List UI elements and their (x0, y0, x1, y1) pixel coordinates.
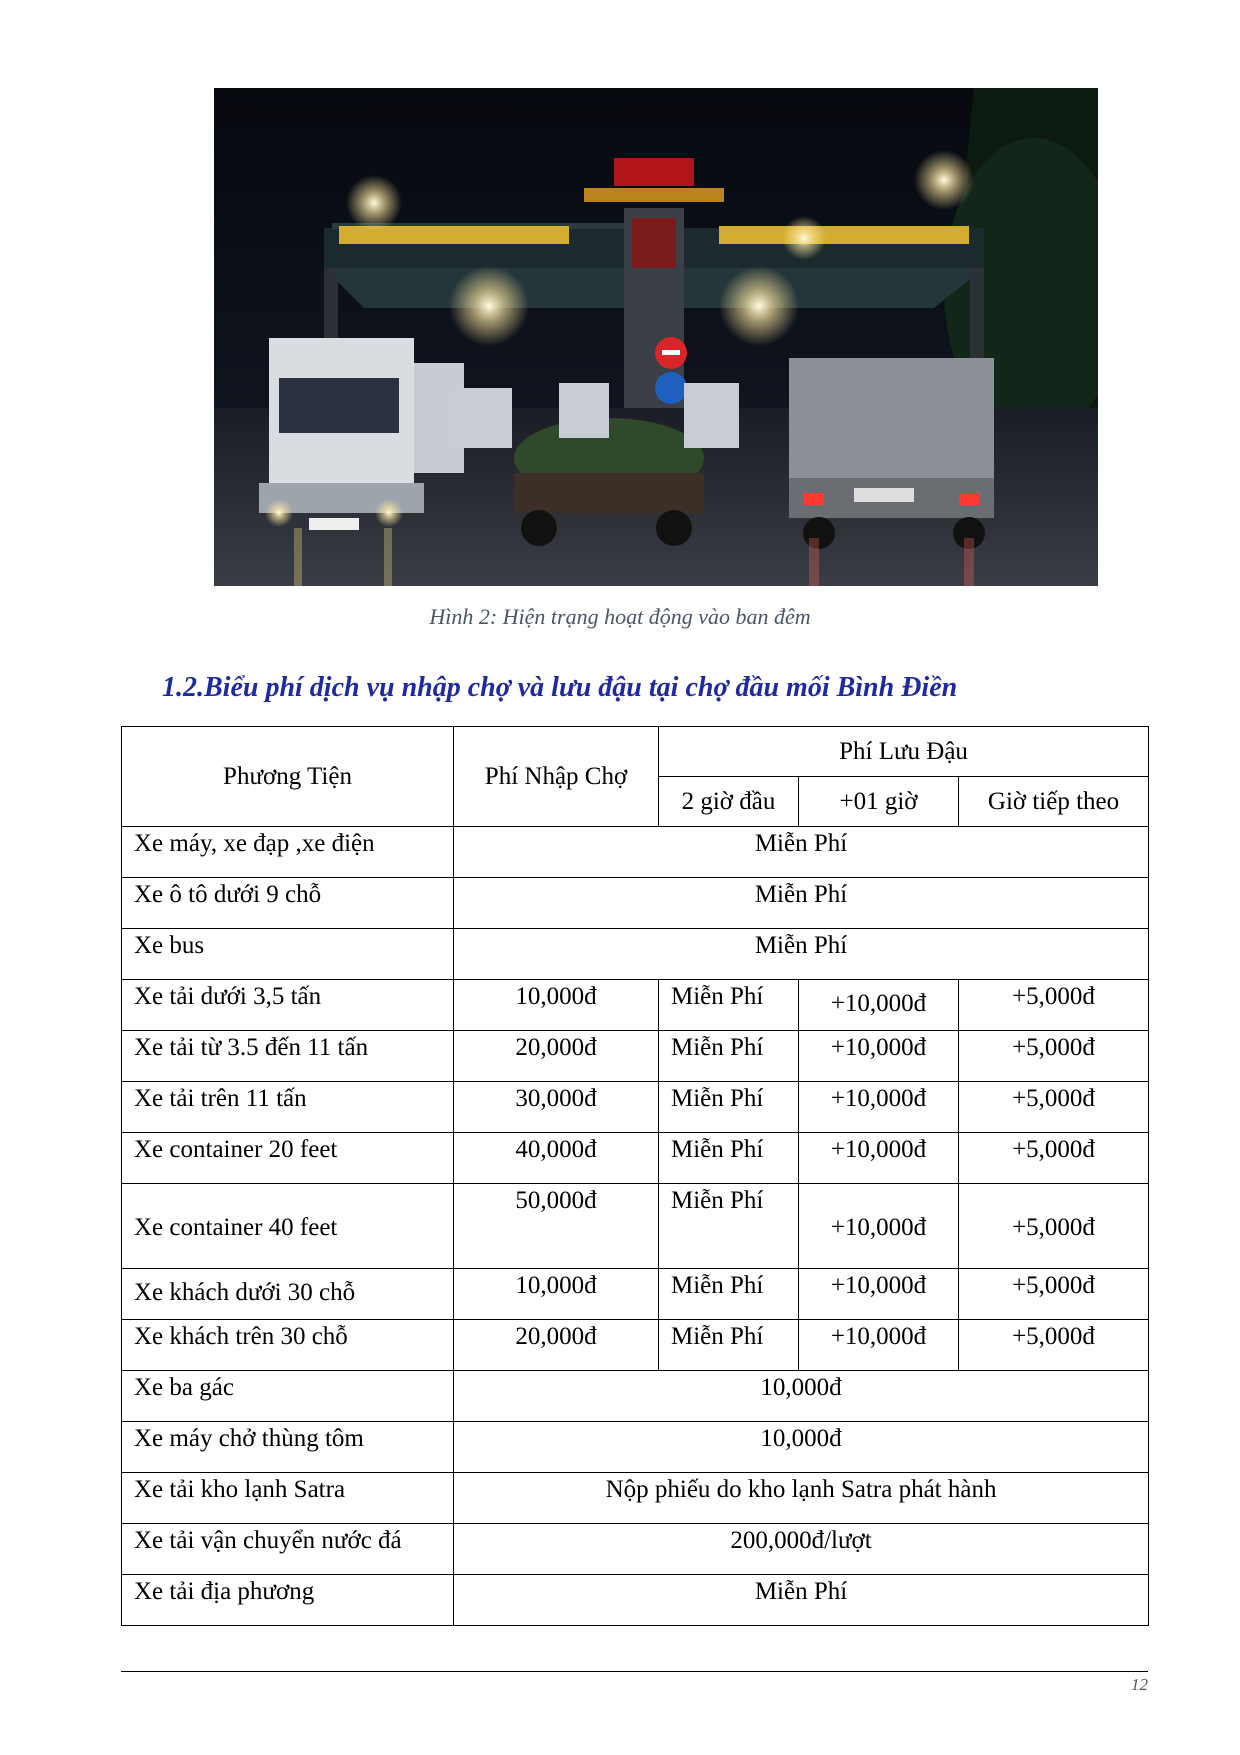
figure-caption: Hình 2: Hiện trạng hoạt động vào ban đêm (429, 604, 811, 629)
header-vehicle: Phương Tiện (122, 727, 454, 827)
next-hours-cell: +5,000đ (959, 1133, 1149, 1184)
merged-fee-cell: 10,000đ (454, 1371, 1149, 1422)
night-gate-photo (214, 88, 1098, 586)
plus-1h-cell: +10,000đ (799, 1320, 959, 1371)
table-row (122, 929, 1149, 980)
photo-illustration (214, 88, 1098, 586)
footer-divider (121, 1671, 1148, 1672)
header-plus-1h: +01 giờ (799, 777, 959, 827)
entry-fee-cell: 20,000đ (454, 1031, 659, 1082)
first-2h-cell: Miễn Phí (659, 1184, 799, 1269)
section-heading: 1.2.Biểu phí dịch vụ nhập chợ và lưu đậu tại chợ đầu mối Bình Điền (162, 672, 958, 703)
header-first-2h: 2 giờ đầu (659, 777, 799, 827)
table-row (122, 980, 1149, 1031)
entry-fee-cell: 50,000đ (454, 1184, 659, 1269)
entry-fee-cell: 10,000đ (454, 980, 659, 1031)
entry-fee-cell: 20,000đ (454, 1320, 659, 1371)
header-parking-fee: Phí Lưu Đậu (659, 727, 1149, 777)
table-row (122, 1133, 1149, 1184)
vehicle-cell: Xe tải từ 3.5 đến 11 tấn (122, 1031, 454, 1082)
merged-fee-cell: Miễn Phí (454, 929, 1149, 980)
table-row (122, 827, 1149, 878)
vehicle-cell: Xe ba gác (122, 1371, 454, 1422)
next-hours-cell: +5,000đ (959, 980, 1149, 1031)
vehicle-cell: Xe ô tô dưới 9 chỗ (122, 878, 454, 929)
fee-table (121, 726, 1149, 1626)
header-next-hours: Giờ tiếp theo (959, 777, 1149, 827)
table-row (122, 1269, 1149, 1320)
vehicle-cell: Xe bus (122, 929, 454, 980)
first-2h-cell: Miễn Phí (659, 1082, 799, 1133)
first-2h-cell: Miễn Phí (659, 1031, 799, 1082)
table-row (122, 1422, 1149, 1473)
first-2h-cell: Miễn Phí (659, 1269, 799, 1320)
merged-fee-cell: Nộp phiếu do kho lạnh Satra phát hành (454, 1473, 1149, 1524)
vehicle-cell: Xe container 20 feet (122, 1133, 454, 1184)
table-row (122, 878, 1149, 929)
merged-fee-cell: Miễn Phí (454, 827, 1149, 878)
plus-1h-cell: +10,000đ (799, 1269, 959, 1320)
next-hours-cell: +5,000đ (959, 1082, 1149, 1133)
merged-fee-cell: 200,000đ/lượt (454, 1524, 1149, 1575)
plus-1h-cell: +10,000đ (799, 1184, 959, 1269)
vehicle-cell: Xe máy, xe đạp ,xe điện (122, 827, 454, 878)
vehicle-cell: Xe khách dưới 30 chỗ (122, 1269, 454, 1320)
next-hours-cell: +5,000đ (959, 1031, 1149, 1082)
first-2h-cell: Miễn Phí (659, 980, 799, 1031)
next-hours-cell: +5,000đ (959, 1184, 1149, 1269)
vehicle-cell: Xe container 40 feet (122, 1184, 454, 1269)
merged-fee-cell: Miễn Phí (454, 1575, 1149, 1626)
next-hours-cell: +5,000đ (959, 1269, 1149, 1320)
table-row (122, 1184, 1149, 1269)
table-row (122, 1082, 1149, 1133)
plus-1h-cell: +10,000đ (799, 1133, 959, 1184)
plus-1h-cell: +10,000đ (799, 980, 959, 1031)
vehicle-cell: Xe tải dưới 3,5 tấn (122, 980, 454, 1031)
vehicle-cell: Xe tải địa phương (122, 1575, 454, 1626)
page-number: 12 (1131, 1675, 1148, 1694)
entry-fee-cell: 40,000đ (454, 1133, 659, 1184)
vehicle-cell: Xe tải trên 11 tấn (122, 1082, 454, 1133)
entry-fee-cell: 10,000đ (454, 1269, 659, 1320)
vehicle-cell: Xe khách trên 30 chỗ (122, 1320, 454, 1371)
table-header-row (122, 727, 1149, 777)
header-entry-fee: Phí Nhập Chợ (454, 727, 659, 827)
vehicle-cell: Xe máy chở thùng tôm (122, 1422, 454, 1473)
first-2h-cell: Miễn Phí (659, 1133, 799, 1184)
vehicle-cell: Xe tải kho lạnh Satra (122, 1473, 454, 1524)
table-row (122, 1575, 1149, 1626)
table-row (122, 1031, 1149, 1082)
table-row (122, 1524, 1149, 1575)
next-hours-cell: +5,000đ (959, 1320, 1149, 1371)
merged-fee-cell: Miễn Phí (454, 878, 1149, 929)
table-row (122, 1320, 1149, 1371)
plus-1h-cell: +10,000đ (799, 1082, 959, 1133)
plus-1h-cell: +10,000đ (799, 1031, 959, 1082)
table-row (122, 1371, 1149, 1422)
vehicle-cell: Xe tải vận chuyển nước đá (122, 1524, 454, 1575)
entry-fee-cell: 30,000đ (454, 1082, 659, 1133)
first-2h-cell: Miễn Phí (659, 1320, 799, 1371)
table-row (122, 1473, 1149, 1524)
merged-fee-cell: 10,000đ (454, 1422, 1149, 1473)
